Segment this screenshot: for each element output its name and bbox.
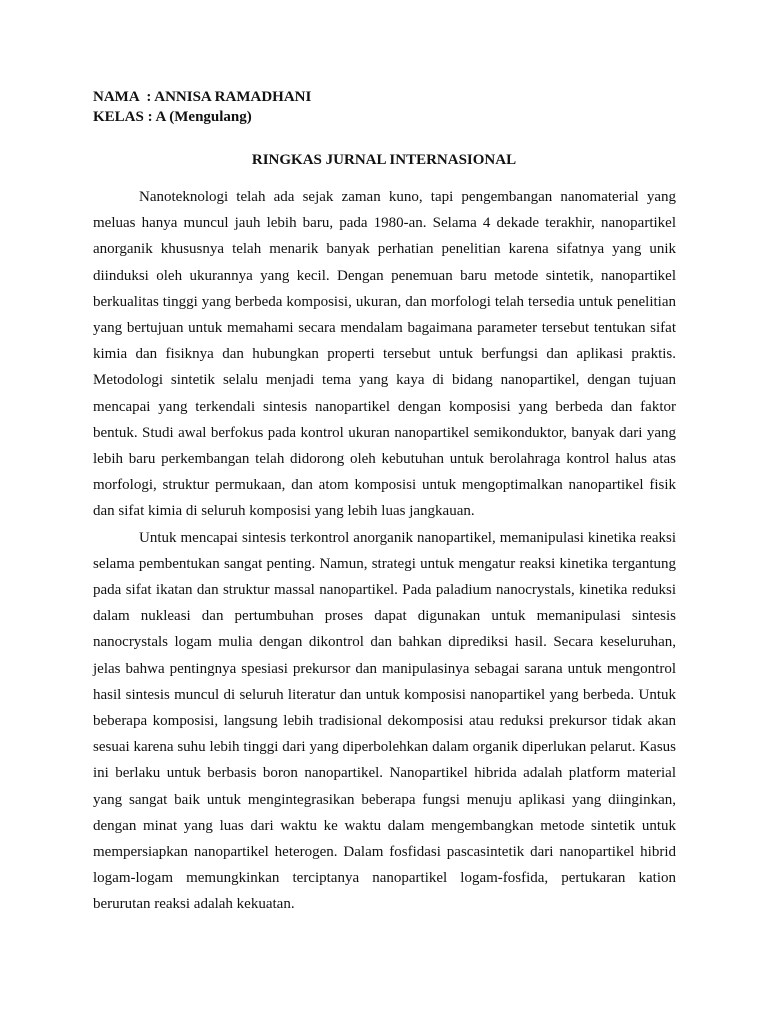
student-class-line: KELAS : A (Mengulang) [93,109,252,125]
paragraph-1: Nanoteknologi telah ada sejak zaman kuno, tapi pengembangan nanomaterial yang meluas hanya muncul jauh lebih baru, pada 1980-an. Selama 4 dekade terakhir, nanopartikel anorganik khususnya telah menarik banyak perhatian penelitian karena sifatnya yang unik diinduksi oleh ukurannya yang kecil. Dengan penemuan baru metode sintetik, nanopartikel berkualitas tinggi yang berbeda komposisi, ukuran, dan morfologi telah tersedia untuk penelitian yang bertujuan untuk memahami secara mendalam bagaimana parameter tersebut tentukan sifat kimia dan fisiknya dan hubungkan properti tersebut untuk berfungsi dan aplikasi praktis. Metodologi sintetik selalu menjadi tema yang kaya di bidang nanopartikel, dengan tujuan mencapai yang terkendali sintesis nanopartikel dengan komposisi yang berbeda dan faktor bentuk. Studi awal berfokus pada kontrol ukuran nanopartikel semikonduktor, banyak dari yang lebih baru perkembangan telah didorong oleh kebutuhan untuk berolahraga kontrol halus atas morfologi, struktur permukaan, dan atom komposisi untuk mengoptimalkan nanopartikel fisik dan sifat kimia di seluruh komposisi yang lebih luas jangkauan. [93,189,676,520]
document-body [93,184,676,918]
document-title: RINGKAS JURNAL INTERNASIONAL [251,152,517,168]
student-header [93,87,311,127]
paragraph-2: Untuk mencapai sintesis terkontrol anorganik nanopartikel, memanipulasi kinetika reaksi selama pembentukan sangat penting. Namun, strategi untuk mengatur reaksi kinetika tergantung pada sifat ikatan dan struktur massal nanopartikel. Pada paladium nanocrystals, kinetika reduksi dalam nukleasi dan pertumbuhan proses dapat digunakan untuk memanipulasi sintesis nanocrystals logam mulia dengan dikontrol dan bahkan diprediksi hasil. Secara keseluruhan, jelas bahwa pentingnya spesiasi prekursor dan manipulasinya sebagai sarana untuk mengontrol hasil sintesis muncul di seluruh literatur dan untuk komposisi nanopartikel yang berbeda. Untuk beberapa komposisi, langsung lebih tradisional dekomposisi atau reduksi prekursor tidak akan sesuai karena suhu lebih tinggi dari yang diperbolehkan dalam organik diperlukan pelarut. Kasus ini berlaku untuk berbasis boron nanopartikel. Nanopartikel hibrida adalah platform material yang sangat baik untuk mengintegrasikan beberapa fungsi menuju aplikasi yang diinginkan, dengan minat yang luas dari waktu ke waktu dalam mengembangkan metode sintetik untuk mempersiapkan nanopartikel heterogen. Dalam fosfidasi pascasintetik dari nanopartikel hibrid logam-logam memungkinkan terciptanya nanopartikel logam-fosfida, pertukaran kation berurutan reaksi adalah kekuatan. [93,529,676,913]
student-name-line: NAMA : ANNISA RAMADHANI [93,89,312,105]
